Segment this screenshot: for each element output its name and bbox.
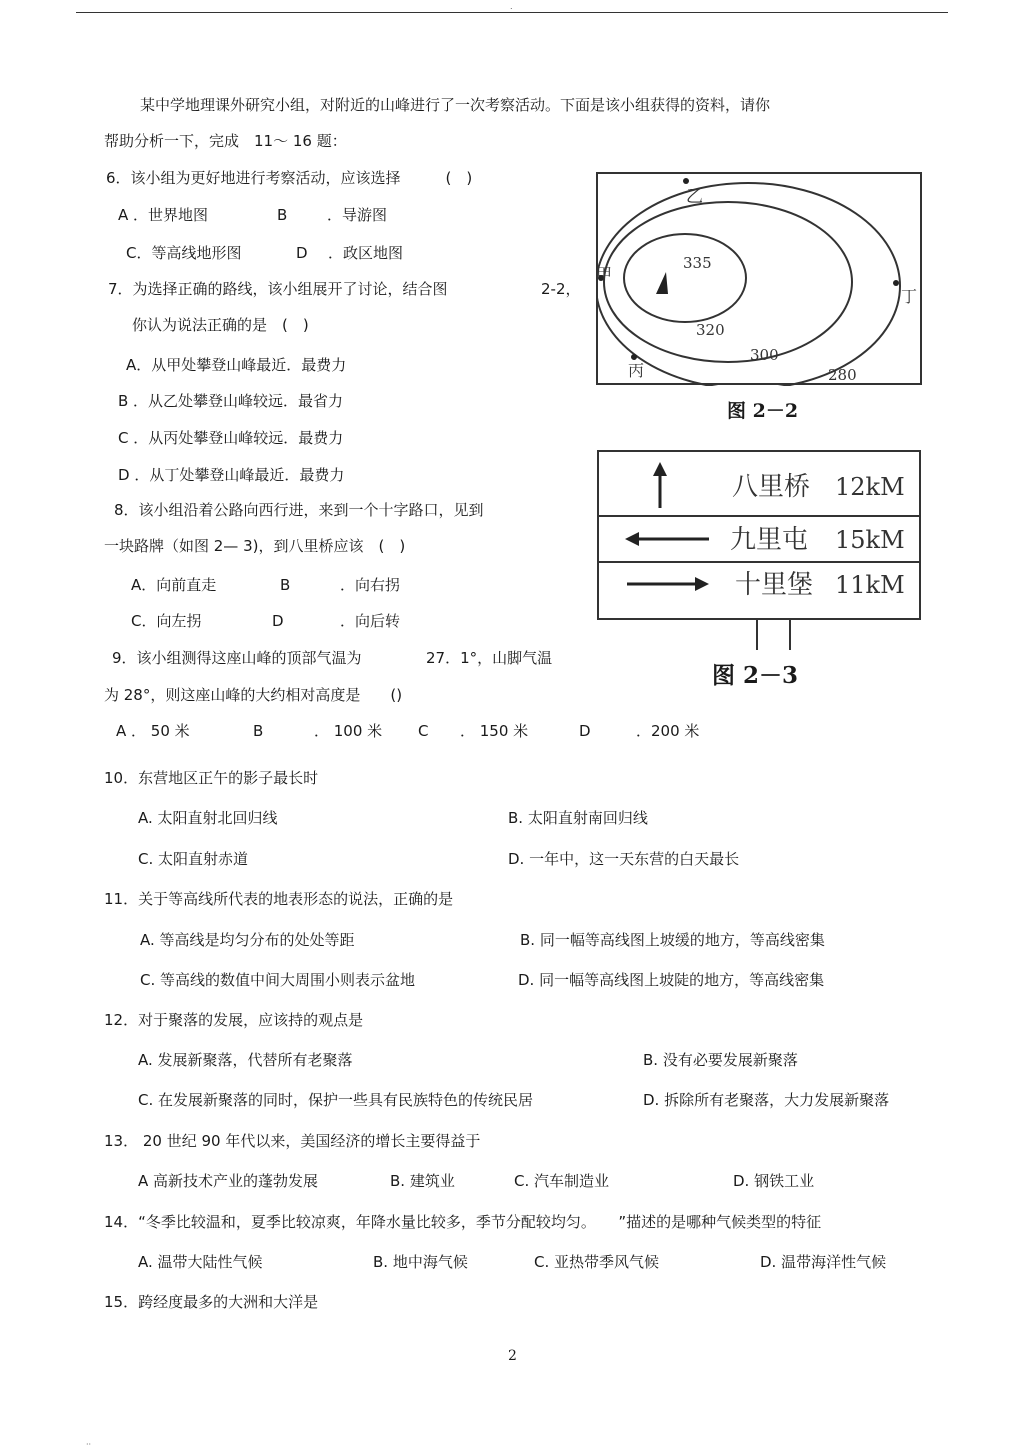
contour-label-320: 320 — [696, 321, 725, 339]
q12-stem: 12．对于聚落的发展，应该持的观点是 — [104, 1011, 364, 1029]
q6-option-a: A ．世界地图 — [118, 206, 209, 224]
q13-option-b: B. 建筑业 — [390, 1172, 455, 1190]
q7-option-d: D ．从丁处攀登山峰最近．最费力 — [118, 466, 345, 484]
point-ding-marker — [893, 280, 899, 286]
sign-distance-shilipu: 11kM — [835, 571, 905, 599]
q11-stem: 11．关于等高线所代表的地表形态的说法，正确的是 — [104, 890, 454, 908]
q9-option-c-letter: C — [418, 722, 429, 740]
intro-line-1: 某中学地理课外研究小组，对附近的山峰进行了一次考察活动。下面是该小组获得的资料，请你 — [140, 96, 771, 114]
q14-option-c: C. 亚热带季风气候 — [534, 1253, 660, 1271]
q7-option-a: A．从甲处攀登山峰最近．最费力 — [126, 356, 347, 374]
q6-option-b-letter: B — [277, 206, 288, 224]
q13-option-c: C. 汽车制造业 — [514, 1172, 610, 1190]
q7-stem-line-1: 7．为选择正确的路线，该小组展开了讨论，结合图 — [108, 280, 448, 298]
q7-stem-figure-ref: 2-2， — [541, 280, 581, 298]
point-yi-marker — [683, 178, 689, 184]
contour-280 — [596, 183, 900, 386]
q8-option-a: A．向前直走 — [131, 576, 217, 594]
q8-option-c: C．向左拐 — [131, 612, 202, 630]
q9-option-d-letter: D — [579, 722, 591, 740]
sign-distance-balqiao: 12kM — [835, 473, 905, 501]
q10-stem: 10．东营地区正午的影子最长时 — [104, 769, 319, 787]
q8-option-d-letter: D — [272, 612, 284, 630]
q11-option-d: D. 同一幅等高线图上坡陡的地方，等高线密集 — [518, 971, 825, 989]
q12-option-b: B. 没有必要发展新聚落 — [643, 1051, 798, 1069]
q8-stem-line-1: 8．该小组沿着公路向西行进，来到一个十字路口，见到 — [114, 501, 484, 519]
sign-name-balqiao: 八里桥 — [732, 472, 811, 502]
q11-option-a: A. 等高线是均匀分布的处处等距 — [140, 931, 355, 949]
q11-option-c: C. 等高线的数值中间大周围小则表示盆地 — [140, 971, 416, 989]
q13-stem: 13． 20 世纪 90 年代以来，美国经济的增长主要得益于 — [104, 1132, 481, 1150]
q10-option-d: D. 一年中，这一天东营的白天最长 — [508, 850, 740, 868]
sign-name-shilipu: 十里堡 — [735, 570, 814, 600]
intro-line-2: 帮助分析一下，完成 11～ 16 题： — [104, 132, 347, 150]
q9-option-a: A ． 50 米 — [116, 722, 190, 740]
q8-option-d-text: ．向后转 — [340, 612, 401, 630]
top-rule — [76, 12, 948, 13]
q9-option-b-letter: B — [253, 722, 264, 740]
q9-option-b-text: ． 100 米 — [314, 722, 383, 740]
q8-option-b-text: ．向右拐 — [340, 576, 401, 594]
point-bing-marker — [631, 354, 637, 360]
q11-option-b: B. 同一幅等高线图上坡缓的地方，等高线密集 — [520, 931, 825, 949]
page-number: 2 — [508, 1348, 517, 1364]
contour-label-280: 280 — [828, 366, 857, 384]
q14-stem: 14．“冬季比较温和，夏季比较凉爽，年降水量比较多，季节分配较均匀。 ”描述的是哪种气候类型的特征 — [104, 1213, 822, 1231]
q9-stem-value: 27．1°，山脚气温 — [426, 649, 553, 667]
summit-triangle-icon — [656, 272, 668, 294]
q13-option-a: A 高新技术产业的蓬勃发展 — [138, 1172, 319, 1190]
q12-option-a: A. 发展新聚落，代替所有老聚落 — [138, 1051, 353, 1069]
q6-option-c: C．等高线地形图 — [126, 244, 242, 262]
contour-300 — [604, 202, 852, 362]
q7-option-c: C ．从丙处攀登山峰较远．最费力 — [118, 429, 344, 447]
place-label-bing: 丙 — [628, 361, 645, 380]
q12-option-c: C. 在发展新聚落的同时，保护一些具有民族特色的传统民居 — [138, 1091, 534, 1109]
q9-stem-line-1: 9．该小组测得这座山峰的顶部气温为 — [112, 649, 362, 667]
sign-name-jiulitun: 九里屯 — [730, 525, 809, 555]
header-dot: . — [510, 2, 513, 11]
q6-option-d-text: ．政区地图 — [328, 244, 404, 262]
q14-option-b: B. 地中海气候 — [373, 1253, 468, 1271]
figure-2-3-caption: 图 2－3 — [712, 662, 799, 689]
q9-option-c-text: ． 150 米 — [460, 722, 529, 740]
q15-stem: 15．跨经度最多的大洲和大洋是 — [104, 1293, 319, 1311]
contour-320 — [624, 234, 746, 322]
sign-distance-jiulitun: 15kM — [835, 526, 905, 554]
place-label-jia: 甲 — [596, 265, 613, 284]
contour-label-300: 300 — [750, 346, 779, 364]
q6-option-b-text: ．导游图 — [327, 206, 388, 224]
place-label-yi: 乙 — [686, 187, 703, 207]
q7-option-b: B ．从乙处攀登山峰较远．最省力 — [118, 392, 344, 410]
road-sign-figure — [597, 450, 921, 652]
q6-stem: 6．该小组为更好地进行考察活动，应该选择 ( ) — [106, 169, 473, 187]
contour-label-335: 335 — [683, 254, 712, 272]
q14-option-a: A. 温带大陆性气候 — [138, 1253, 263, 1271]
q13-option-d: D. 钢铁工业 — [733, 1172, 815, 1190]
place-label-ding: 丁 — [901, 287, 918, 306]
q10-option-b: B. 太阳直射南回归线 — [508, 809, 648, 827]
q12-option-d: D. 拆除所有老聚落，大力发展新聚落 — [643, 1091, 890, 1109]
q10-option-c: C. 太阳直射赤道 — [138, 850, 249, 868]
q6-option-d-letter: D — [296, 244, 308, 262]
figure-2-2-caption: 图 2－2 — [727, 400, 799, 422]
q8-option-b-letter: B — [280, 576, 291, 594]
q7-stem-line-2: 你认为说法正确的是 ( ) — [132, 316, 309, 334]
q9-stem-line-2: 为 28°，则这座山峰的大约相对高度是 () — [104, 686, 403, 704]
q14-option-d: D. 温带海洋性气候 — [760, 1253, 887, 1271]
bottom-mark: ·· — [86, 1440, 92, 1449]
q9-option-d-text: ．200 米 — [636, 722, 700, 740]
contour-map-figure — [596, 172, 922, 386]
q8-stem-line-2: 一块路牌（如图 2— 3)，到八里桥应该 ( ) — [104, 537, 406, 555]
q10-option-a: A. 太阳直射北回归线 — [138, 809, 278, 827]
